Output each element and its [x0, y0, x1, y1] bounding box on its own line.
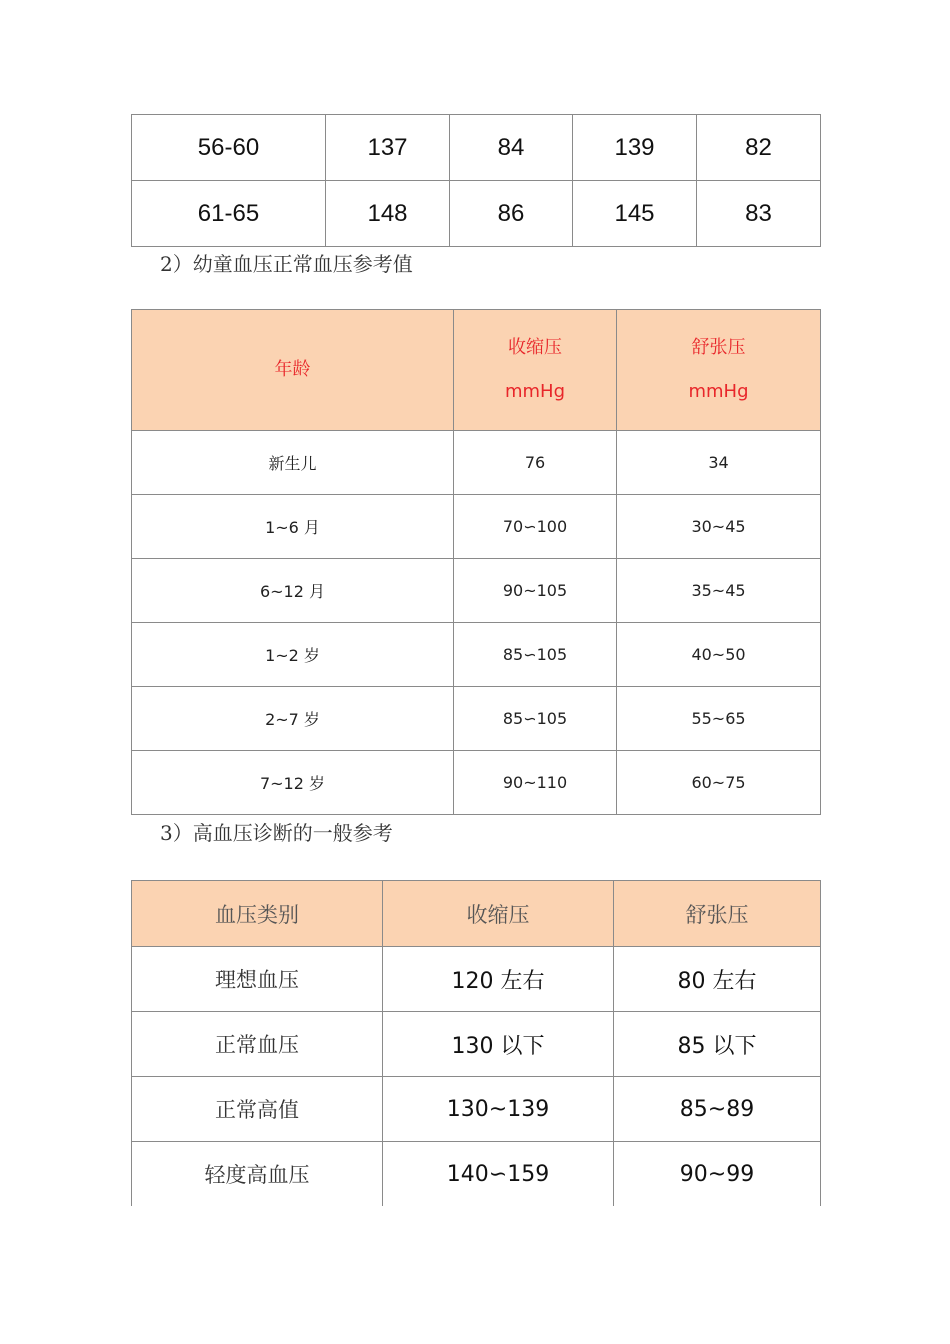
table-row — [132, 1142, 821, 1207]
value-cell: 139 — [573, 115, 697, 181]
age-cell: 1~6 月 — [132, 495, 454, 559]
category-cell: 正常高值 — [132, 1077, 383, 1142]
value-cell: 148 — [326, 181, 450, 247]
systolic-cell: 120 左右 — [383, 947, 614, 1012]
header-diastolic-unit: mmHg — [688, 381, 749, 402]
header-category: 血压类别 — [132, 881, 383, 947]
systolic-cell: 130~139 — [383, 1077, 614, 1142]
value-cell: 86 — [450, 181, 573, 247]
category-cell: 轻度高血压 — [132, 1142, 383, 1207]
diastolic-cell: 35~45 — [617, 559, 821, 623]
table-row — [132, 1012, 821, 1077]
systolic-cell: 140∽159 — [383, 1142, 614, 1207]
table-row — [132, 623, 821, 687]
systolic-cell: 90~110 — [454, 751, 617, 815]
table-row — [132, 687, 821, 751]
diastolic-cell: 90~99 — [614, 1142, 821, 1207]
systolic-cell: 76 — [454, 431, 617, 495]
section-caption-hypertension: 3）高血压诊断的一般参考 — [160, 821, 393, 845]
blood-pressure-table-adults — [131, 114, 821, 247]
table-row — [132, 947, 821, 1012]
value-cell: 84 — [450, 115, 573, 181]
table-row — [132, 115, 821, 181]
diastolic-cell: 60~75 — [617, 751, 821, 815]
age-cell: 7~12 岁 — [132, 751, 454, 815]
systolic-cell: 70∽100 — [454, 495, 617, 559]
value-cell: 82 — [697, 115, 821, 181]
value-cell: 83 — [697, 181, 821, 247]
table-row — [132, 559, 821, 623]
diastolic-cell: 55~65 — [617, 687, 821, 751]
age-cell: 61-65 — [132, 181, 326, 247]
header-age: 年龄 — [132, 310, 454, 431]
header-systolic — [454, 310, 617, 431]
diastolic-cell: 34 — [617, 431, 821, 495]
systolic-cell: 130 以下 — [383, 1012, 614, 1077]
section-caption-children: 2）幼童血压正常血压参考值 — [160, 252, 413, 276]
systolic-cell: 85∽105 — [454, 623, 617, 687]
table-row — [132, 431, 821, 495]
age-cell: 2~7 岁 — [132, 687, 454, 751]
table-header-row — [132, 310, 821, 431]
table-row — [132, 181, 821, 247]
systolic-cell: 90~105 — [454, 559, 617, 623]
header-diastolic — [617, 310, 821, 431]
diastolic-cell: 85 以下 — [614, 1012, 821, 1077]
hypertension-reference-table — [131, 880, 821, 1206]
header-systolic-unit: mmHg — [504, 381, 566, 402]
category-cell: 理想血压 — [132, 947, 383, 1012]
table-row — [132, 751, 821, 815]
value-cell: 145 — [573, 181, 697, 247]
table-row — [132, 495, 821, 559]
header-diastolic-label: 舒张压 — [691, 337, 746, 358]
diastolic-cell: 30~45 — [617, 495, 821, 559]
value-cell: 137 — [326, 115, 450, 181]
table-row — [132, 1077, 821, 1142]
diastolic-cell: 40~50 — [617, 623, 821, 687]
diastolic-cell: 85~89 — [614, 1077, 821, 1142]
table-header-row — [132, 881, 821, 947]
age-cell: 1~2 岁 — [132, 623, 454, 687]
diastolic-cell: 80 左右 — [614, 947, 821, 1012]
age-cell: 56-60 — [132, 115, 326, 181]
category-cell: 正常血压 — [132, 1012, 383, 1077]
blood-pressure-table-children — [131, 309, 821, 815]
age-cell: 6~12 月 — [132, 559, 454, 623]
age-cell: 新生儿 — [132, 431, 454, 495]
systolic-cell: 85∽105 — [454, 687, 617, 751]
header-systolic-label: 收缩压 — [508, 337, 562, 358]
header-diastolic: 舒张压 — [614, 881, 821, 947]
header-systolic: 收缩压 — [383, 881, 614, 947]
